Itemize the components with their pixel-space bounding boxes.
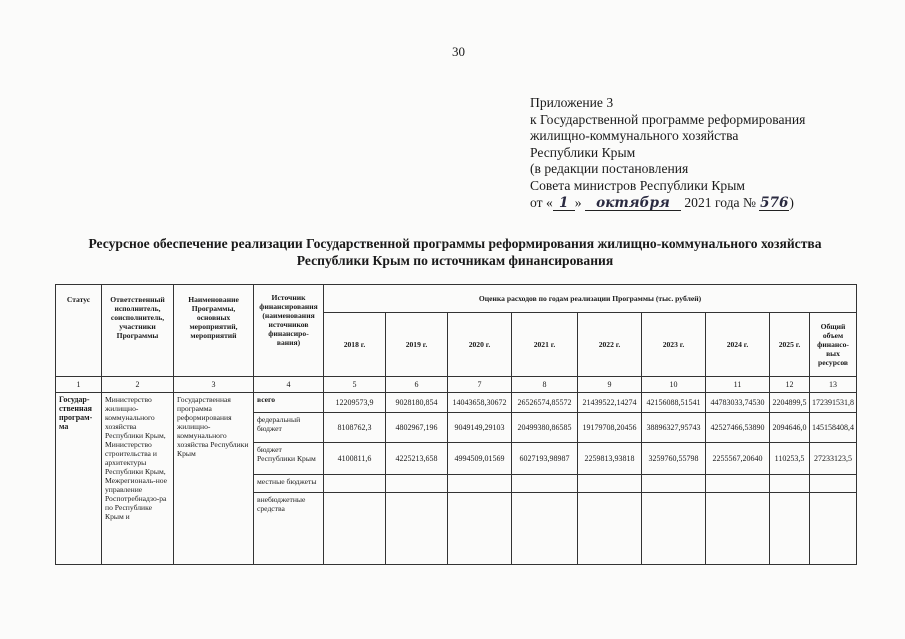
date-day: 1 (553, 196, 575, 211)
value-cell (578, 493, 642, 565)
value-cell: 4100811,6 (324, 443, 386, 475)
date-mid: » (574, 194, 582, 210)
value-cell (642, 493, 706, 565)
value-cell (642, 475, 706, 493)
header-estimate: Оценка расходов по годам реализации Программы (тыс. рублей) (324, 285, 857, 313)
value-cell: 26526574,85572 (512, 393, 578, 413)
value-cell: 4994509,01569 (448, 443, 512, 475)
value-cell: 42527466,53890 (706, 413, 770, 443)
appendix-date-line: от « 1 » октября 2021 года № 576) (530, 194, 794, 211)
value-cell: 44783033,74530 (706, 393, 770, 413)
value-cell (386, 475, 448, 493)
value-cell (448, 493, 512, 565)
value-cell: 21439522,14274 (578, 393, 642, 413)
appendix-line: к Государственной программе реформирования (530, 111, 806, 127)
value-cell: 38896327,95743 (642, 413, 706, 443)
date-month: октября (585, 196, 681, 211)
header-source: Источник финансирования (наименования источников финансиро-вания) (254, 285, 324, 377)
document-title: Ресурсное обеспечение реализации Государственной программы реформирования жилищно-коммунального хозяйства Республики Крым по источникам финансирования (88, 236, 822, 268)
source-cell: местные бюджеты (254, 475, 324, 493)
executor-cell: Министерство жилищно-коммунального хозяйства Республики Крым, Министерство строительства и архитектуры Республики Крым, Межрегиональ-ное управление Роспотребнадзо-ра по Республике Крым и (102, 393, 174, 565)
source-cell: бюджет Республики Крым (254, 443, 324, 475)
header-year: 2023 г. (642, 313, 706, 377)
value-cell (448, 475, 512, 493)
value-cell: 9049149,29103 (448, 413, 512, 443)
source-cell: внебюджетные средства (254, 493, 324, 565)
value-cell (770, 475, 810, 493)
value-cell: 110253,5 (770, 443, 810, 475)
value-cell: 9028180,854 (386, 393, 448, 413)
header-year: 2022 г. (578, 313, 642, 377)
header-year: 2021 г. (512, 313, 578, 377)
value-cell: 2259813,93818 (578, 443, 642, 475)
header-year: 2025 г. (770, 313, 810, 377)
col-number: 2 (102, 377, 174, 393)
value-cell: 14043658,30672 (448, 393, 512, 413)
value-cell: 172391531,8 (810, 393, 857, 413)
col-number: 11 (706, 377, 770, 393)
value-cell: 145158408,4 (810, 413, 857, 443)
value-cell: 8108762,3 (324, 413, 386, 443)
program-cell: Государственная программа реформирования жилищно-коммунального хозяйства Республики Крым (174, 393, 254, 565)
appendix-line: Приложение 3 (530, 95, 614, 110)
value-cell (810, 493, 857, 565)
header-year: 2019 г. (386, 313, 448, 377)
value-cell (578, 475, 642, 493)
value-cell: 2255567,20640 (706, 443, 770, 475)
value-cell: 42156088,51541 (642, 393, 706, 413)
source-cell: федеральный бюджет (254, 413, 324, 443)
col-number: 5 (324, 377, 386, 393)
source-cell: всего (254, 393, 324, 413)
date-prefix: от « (530, 194, 553, 210)
value-cell: 4225213,658 (386, 443, 448, 475)
header-year: 2024 г. (706, 313, 770, 377)
value-cell: 3259760,55798 (642, 443, 706, 475)
value-cell: 27233123,5 (810, 443, 857, 475)
value-cell: 4802967,196 (386, 413, 448, 443)
appendix-line: (в редакции постановления (530, 161, 689, 177)
page-number: 30 (452, 44, 465, 59)
value-cell (770, 493, 810, 565)
value-cell: 2094646,0 (770, 413, 810, 443)
appendix-line: Республики Крым (530, 144, 636, 160)
value-cell: 19179708,20456 (578, 413, 642, 443)
header-year: 2018 г. (324, 313, 386, 377)
appendix-line: жилищно-коммунального хозяйства (530, 128, 739, 144)
value-cell (324, 493, 386, 565)
value-cell (810, 475, 857, 493)
value-cell: 12209573,9 (324, 393, 386, 413)
date-year: 2021 года № (684, 194, 756, 210)
col-number: 9 (578, 377, 642, 393)
value-cell: 2204899,5 (770, 393, 810, 413)
header-total: Общий объем финансо-вых ресурсов (810, 313, 857, 377)
value-cell (706, 475, 770, 493)
col-number: 6 (386, 377, 448, 393)
header-year: 2020 г. (448, 313, 512, 377)
col-number: 10 (642, 377, 706, 393)
table-row (56, 393, 857, 413)
header-status: Статус (56, 285, 102, 377)
header-executor: Ответственный исполнитель, соисполнитель, участники Программы (102, 285, 174, 377)
doc-number: 576 (760, 194, 789, 211)
col-number: 7 (448, 377, 512, 393)
value-cell (512, 475, 578, 493)
col-number: 12 (770, 377, 810, 393)
value-cell (386, 493, 448, 565)
value-cell (324, 475, 386, 493)
col-number: 8 (512, 377, 578, 393)
value-cell: 6027193,98987 (512, 443, 578, 475)
col-number: 1 (56, 377, 102, 393)
resource-table (55, 284, 857, 565)
col-number: 13 (810, 377, 857, 393)
column-numbers-row (56, 377, 857, 393)
appendix-block (530, 95, 805, 211)
appendix-line: Совета министров Республики Крым (530, 177, 745, 193)
value-cell: 20499380,86585 (512, 413, 578, 443)
status-cell: Государ-ственная програм-ма (56, 393, 102, 565)
header-program-name: Наименование Программы, основных мероприятий, мероприятий (174, 285, 254, 377)
col-number: 4 (254, 377, 324, 393)
col-number: 3 (174, 377, 254, 393)
value-cell (512, 493, 578, 565)
value-cell (706, 493, 770, 565)
